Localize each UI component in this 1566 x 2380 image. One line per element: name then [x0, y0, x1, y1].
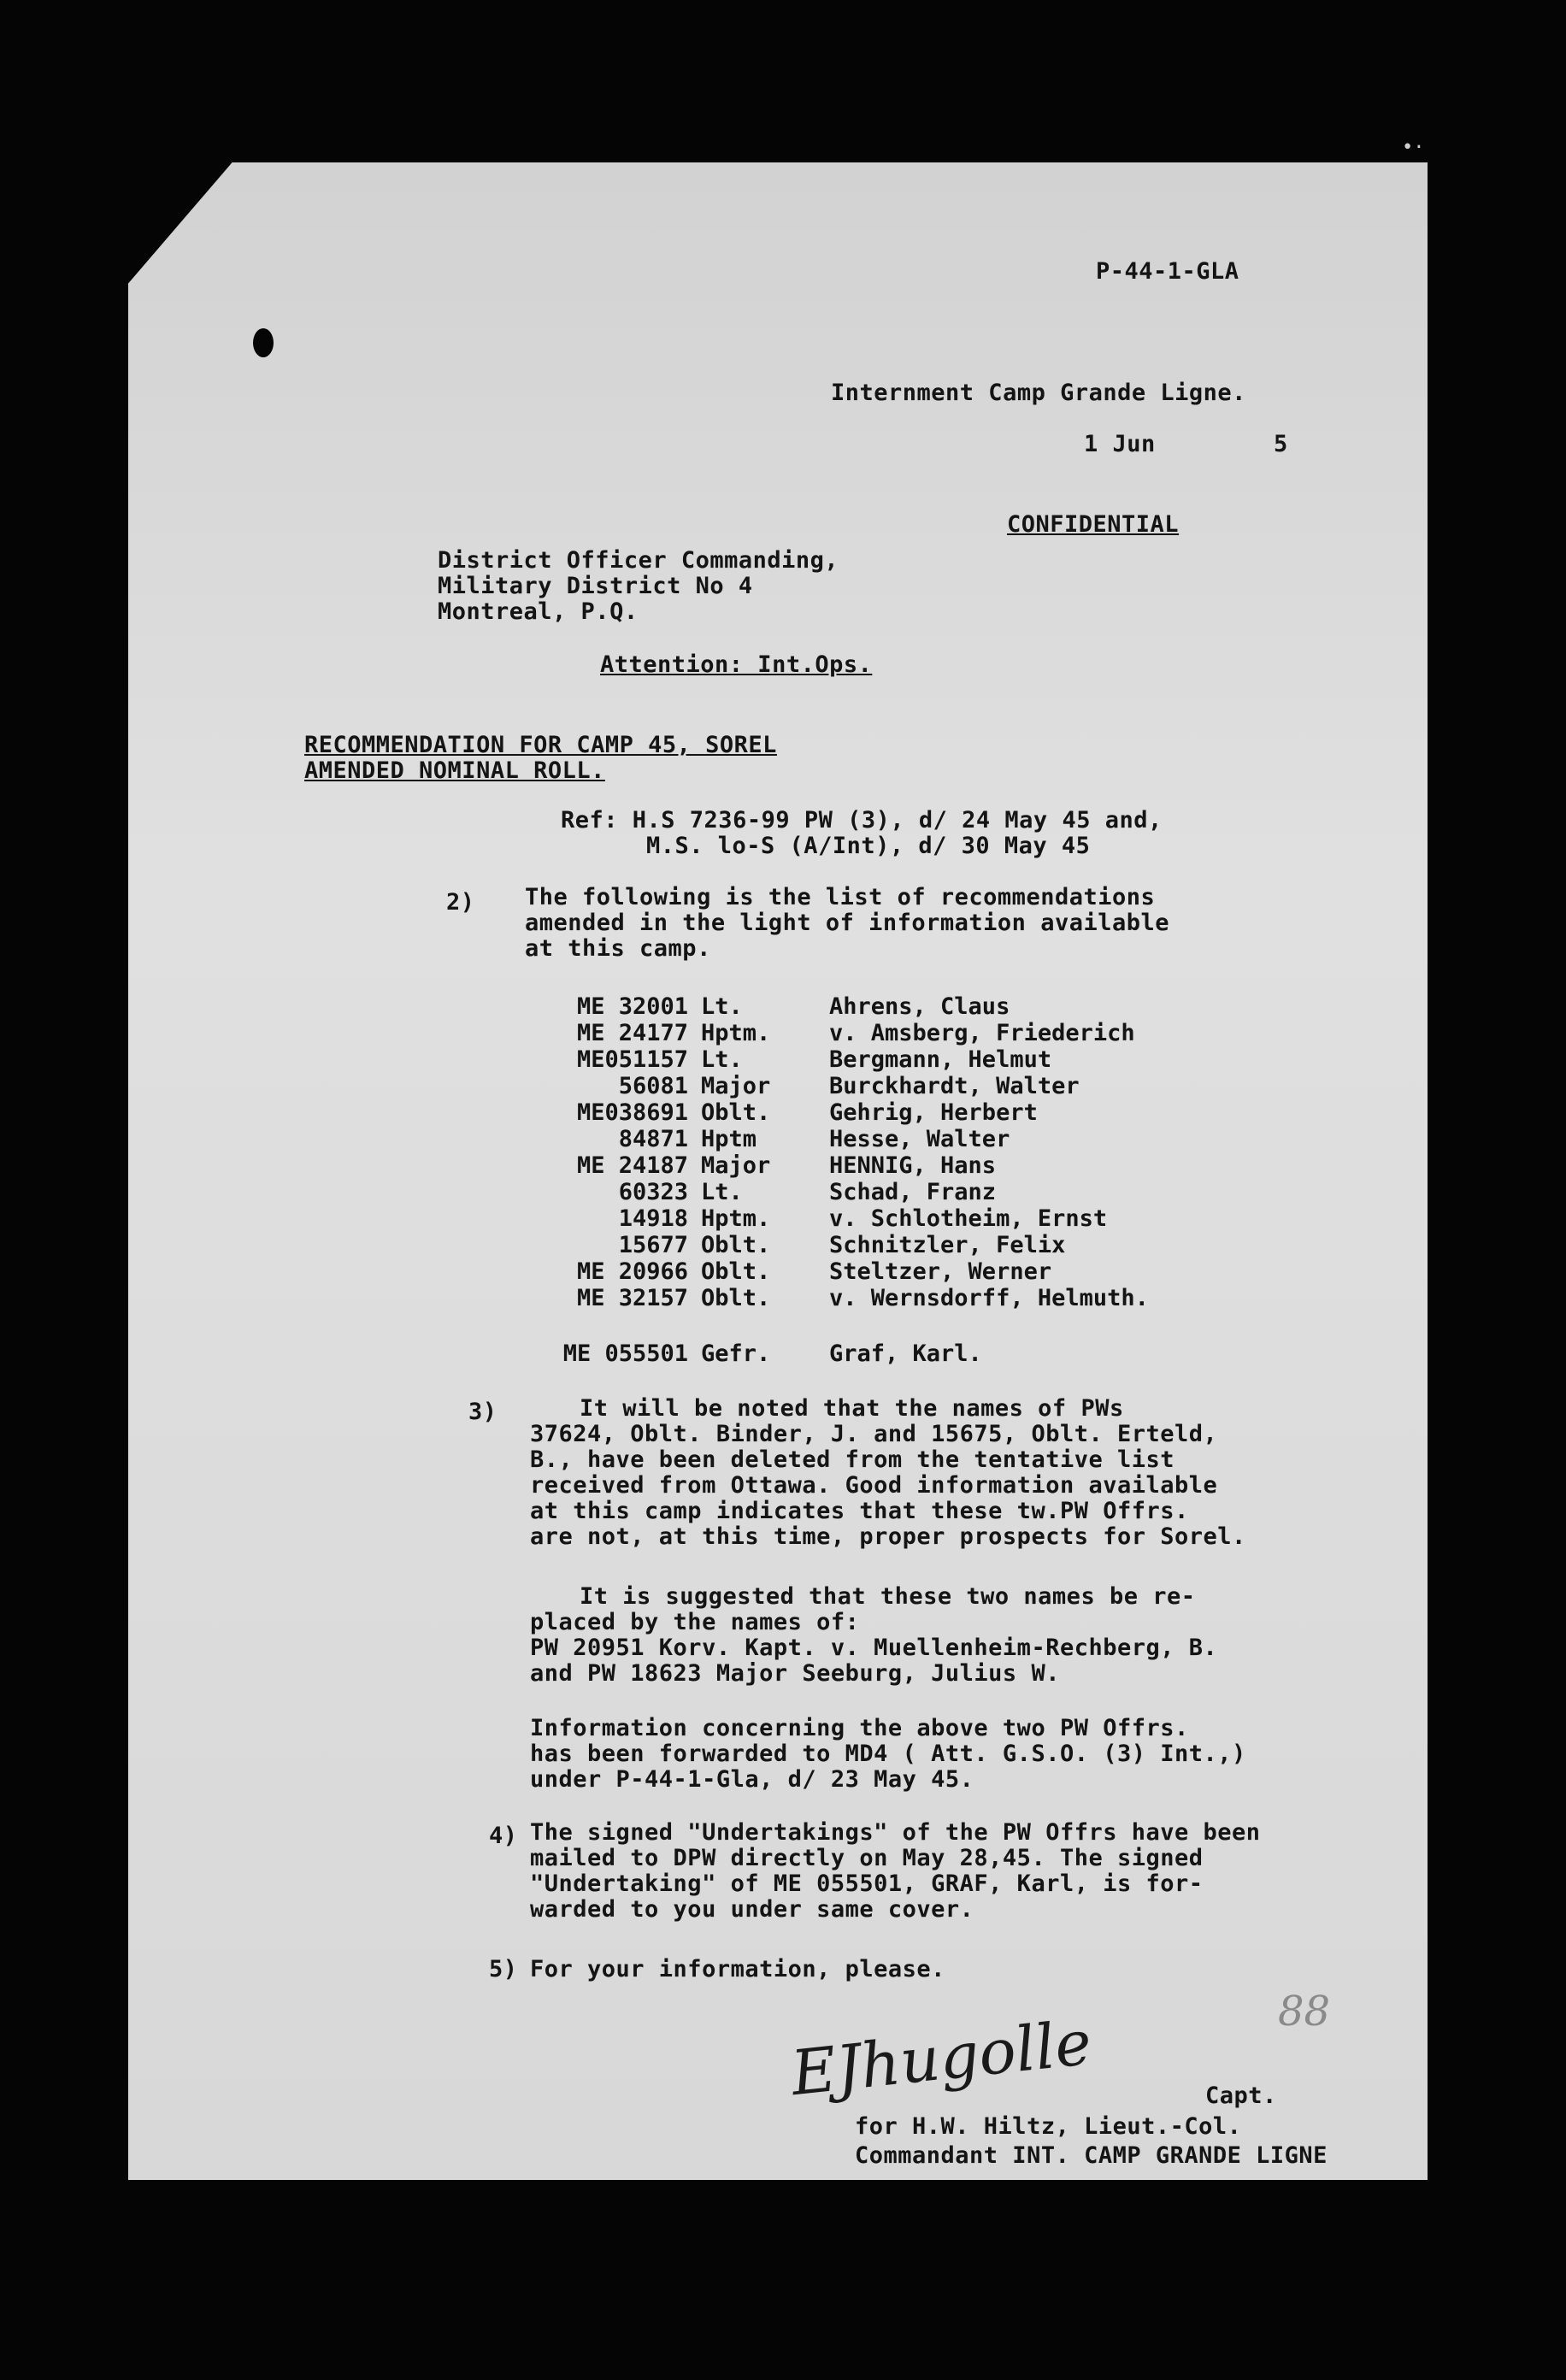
pw-number: ME 24187 — [576, 1152, 688, 1179]
pw-name: Steltzer, Werner — [829, 1258, 1052, 1285]
margin-handwritten-note: 88 — [1278, 1988, 1331, 2035]
pw-number: ME051157 — [576, 1046, 688, 1073]
pw-name: Ahrens, Claus — [829, 993, 1010, 1020]
paragraph-3-line-6: are not, at this time, proper prospects for Sorel. — [530, 1523, 1246, 1550]
file-reference: P-44-1-GLA — [1096, 258, 1239, 285]
attention-line: Attention: Int.Ops. — [600, 651, 873, 678]
pw-rank: Gefr. — [701, 1340, 771, 1367]
subject-line-1: RECOMMENDATION FOR CAMP 45, SOREL — [304, 732, 777, 758]
paragraph-3-line-1: It will be noted that the names of PWs — [580, 1395, 1124, 1422]
signature-rank: Capt. — [1205, 2082, 1277, 2109]
pw-number: ME 055501 — [562, 1340, 688, 1367]
pw-number: 14918 — [618, 1205, 688, 1232]
paragraph-3b-line-4: and PW 18623 Major Seeburg, Julius W. — [530, 1660, 1060, 1687]
pw-rank: Oblt. — [701, 1099, 771, 1126]
paragraph-4-line-4: warded to you under same cover. — [530, 1896, 974, 1923]
pw-number: ME 24177 — [576, 1020, 688, 1046]
paragraph-4-line-3: "Undertaking" of ME 055501, GRAF, Karl, is for- — [530, 1870, 1204, 1897]
pw-number: 84871 — [618, 1126, 688, 1152]
handwritten-signature: EJhugolle — [787, 2006, 1095, 2110]
pw-number: ME 20966 — [576, 1258, 688, 1285]
pw-name: Burckhardt, Walter — [829, 1073, 1080, 1099]
paragraph-3b-line-3: PW 20951 Korv. Kapt. v. Muellenheim-Rechberg, B. — [530, 1635, 1218, 1661]
paragraph-3c-line-3: under P-44-1-Gla, d/ 23 May 45. — [530, 1766, 974, 1793]
signature-for-line: for H.W. Hiltz, Lieut.-Col. — [855, 2113, 1242, 2140]
paragraph-2-line-1: The following is the list of recommendations — [525, 884, 1156, 910]
pw-rank: Oblt. — [701, 1285, 771, 1311]
pw-number: 56081 — [618, 1073, 688, 1099]
paragraph-3-number: 3) — [468, 1399, 497, 1425]
pw-name: Bergmann, Helmut — [829, 1046, 1052, 1073]
pw-rank: Hptm. — [701, 1020, 771, 1046]
pw-number: ME038691 — [576, 1099, 688, 1126]
pw-number: 15677 — [618, 1232, 688, 1258]
pw-name: v. Amsberg, Friederich — [829, 1020, 1135, 1046]
pw-rank: Lt. — [701, 1046, 743, 1073]
pw-rank: Hptm — [701, 1126, 757, 1152]
pw-rank: Hptm. — [701, 1205, 771, 1232]
paragraph-3-line-4: received from Ottawa. Good information available — [530, 1472, 1218, 1499]
paragraph-2-line-2: amended in the light of information available — [525, 910, 1169, 936]
pw-name: Gehrig, Herbert — [829, 1099, 1038, 1126]
pw-name: Schad, Franz — [829, 1179, 997, 1205]
pw-rank: Major — [701, 1152, 771, 1179]
pw-rank: Oblt. — [701, 1258, 771, 1285]
pw-name: v. Schlotheim, Ernst — [829, 1205, 1108, 1232]
paragraph-2-number: 2) — [446, 889, 475, 916]
date-day-month: 1 Jun — [1084, 431, 1156, 457]
paragraph-4-line-1: The signed "Undertakings" of the PW Offrs have been — [530, 1819, 1261, 1846]
paragraph-4-line-2: mailed to DPW directly on May 28,45. The signed — [530, 1845, 1204, 1871]
paragraph-3c-line-1: Information concerning the above two PW Offrs. — [530, 1715, 1189, 1741]
pw-rank: Major — [701, 1073, 771, 1099]
date-year-digit: 5 — [1274, 431, 1288, 457]
addressee-line-3: Montreal, P.Q. — [438, 598, 639, 625]
paragraph-5-number: 5) — [489, 1956, 518, 1982]
pw-number: 60323 — [618, 1179, 688, 1205]
paragraph-4-number: 4) — [489, 1823, 518, 1849]
pw-number: ME 32157 — [576, 1285, 688, 1311]
subject-line-2: AMENDED NOMINAL ROLL. — [304, 757, 605, 784]
corner-mark: •· — [1402, 137, 1425, 158]
signature-title-line: Commandant INT. CAMP GRANDE LIGNE — [855, 2142, 1328, 2169]
pw-rank: Lt. — [701, 993, 743, 1020]
pw-name: v. Wernsdorff, Helmuth. — [829, 1285, 1149, 1311]
classification-stamp: CONFIDENTIAL — [1007, 511, 1180, 538]
paragraph-2-line-3: at this camp. — [525, 935, 711, 962]
paragraph-3c-line-2: has been forwarded to MD4 ( Att. G.S.O. (3) Int.,) — [530, 1741, 1246, 1767]
addressee-line-2: Military District No 4 — [438, 573, 753, 599]
addressee-line-1: District Officer Commanding, — [438, 547, 839, 574]
camp-name: Internment Camp Grande Ligne. — [831, 380, 1246, 406]
reference-line-1: Ref: H.S 7236-99 PW (3), d/ 24 May 45 and, — [561, 807, 1163, 834]
pw-name: Graf, Karl. — [829, 1340, 982, 1367]
pw-name: Hesse, Walter — [829, 1126, 1010, 1152]
pw-name: Schnitzler, Felix — [829, 1232, 1066, 1258]
pw-number: ME 32001 — [576, 993, 688, 1020]
paragraph-3-line-5: at this camp indicates that these tw.PW Offrs. — [530, 1498, 1189, 1524]
reference-line-2: M.S. lo-S (A/Int), d/ 30 May 45 — [646, 833, 1091, 859]
paragraph-3b-line-1: It is suggested that these two names be re- — [580, 1583, 1196, 1610]
paragraph-3-line-3: B., have been deleted from the tentative list — [530, 1446, 1174, 1473]
paragraph-5-text: For your information, please. — [530, 1956, 945, 1982]
pw-name: HENNIG, Hans — [829, 1152, 997, 1179]
paragraph-3-line-2: 37624, Oblt. Binder, J. and 15675, Oblt. Erteld, — [530, 1421, 1218, 1447]
pw-rank: Oblt. — [701, 1232, 771, 1258]
pw-rank: Lt. — [701, 1179, 743, 1205]
punch-hole — [253, 328, 274, 357]
paragraph-3b-line-2: placed by the names of: — [530, 1609, 860, 1635]
